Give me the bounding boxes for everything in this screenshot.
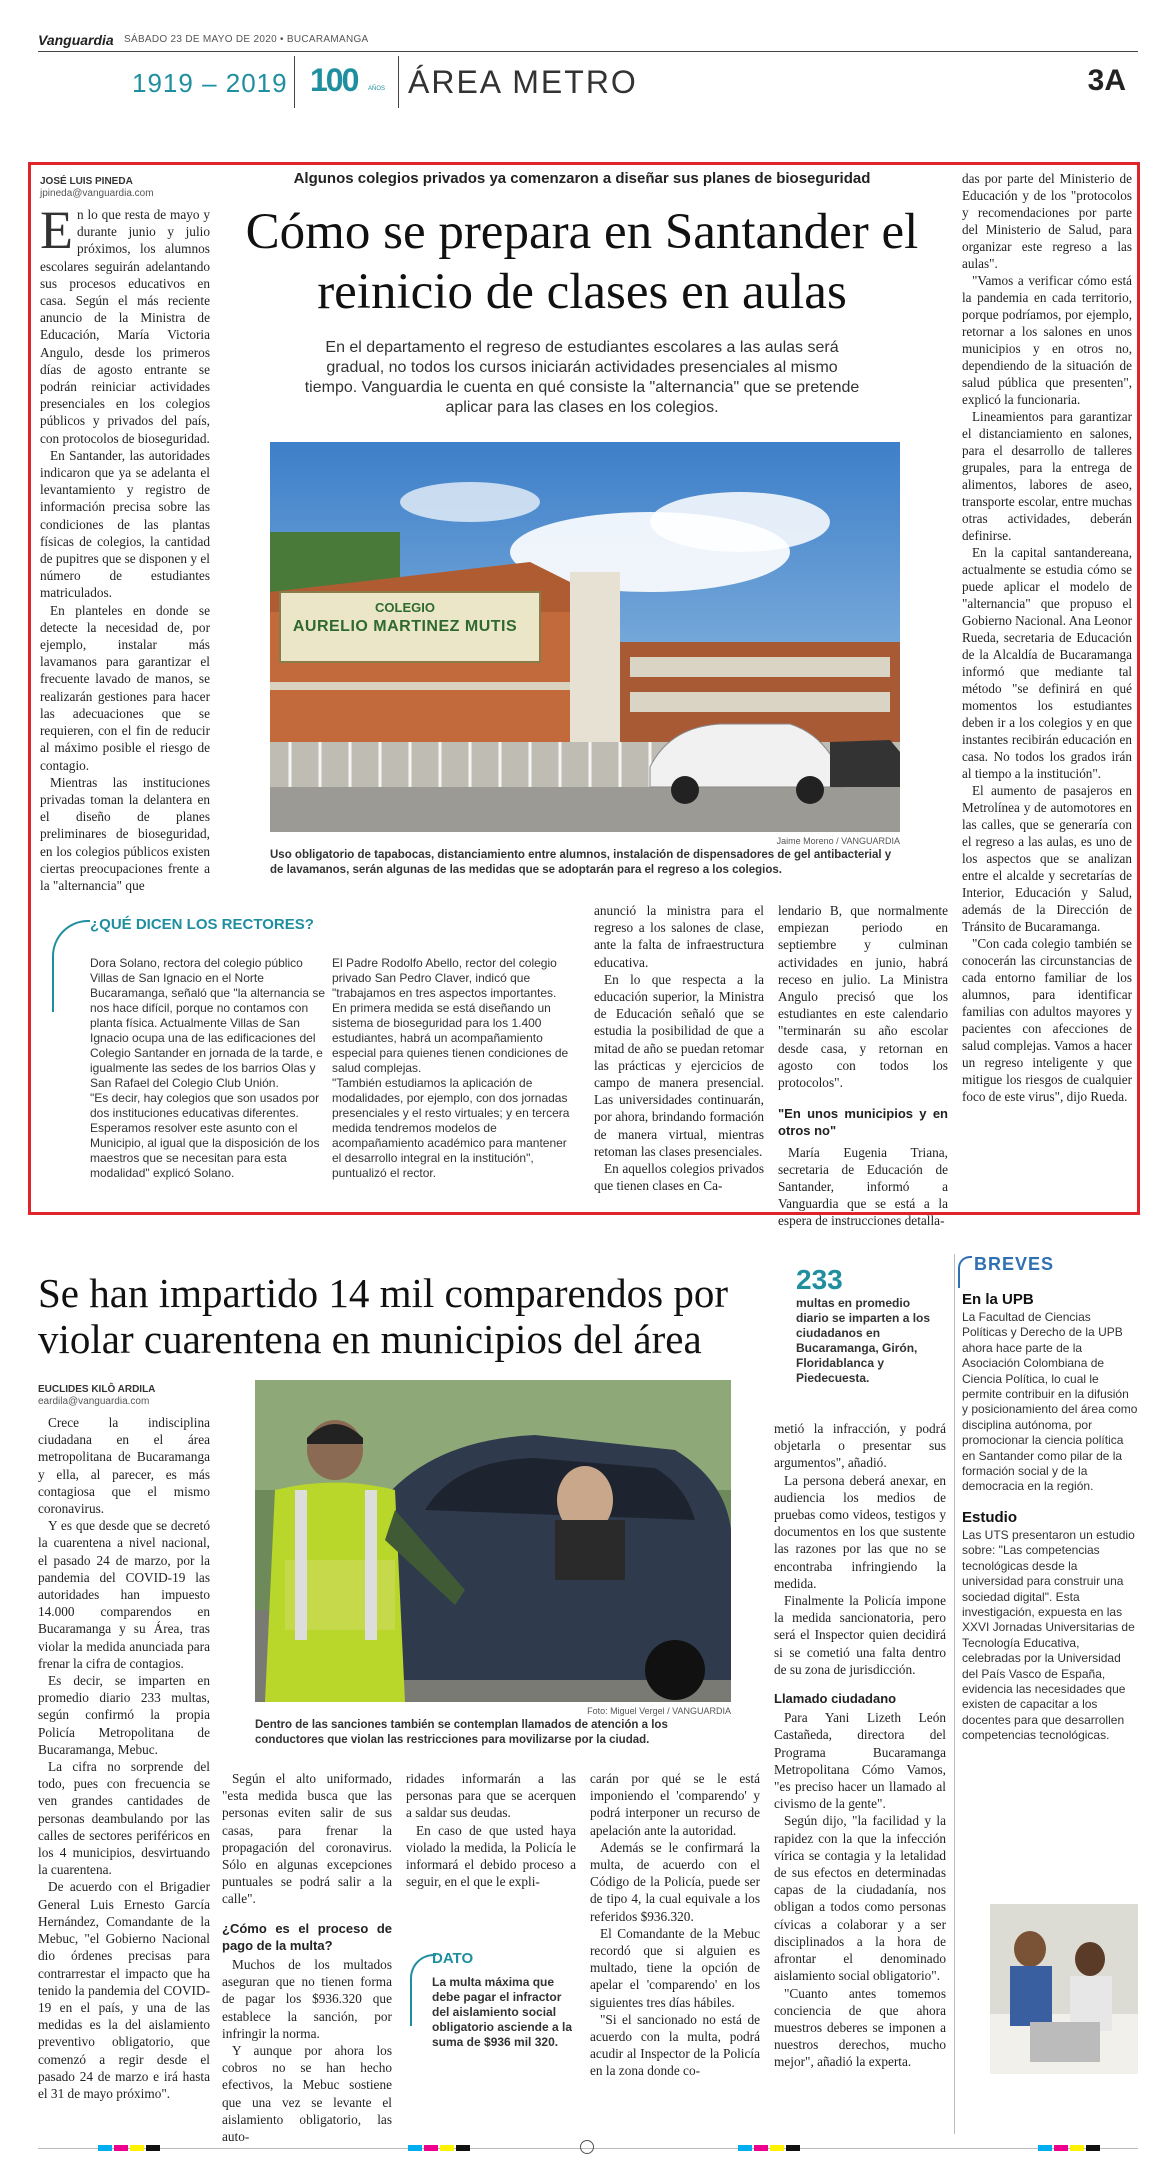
cmyk-mark: [1086, 2145, 1100, 2151]
cmyk-mark: [114, 2145, 128, 2151]
paragraph: De acuerdo con el Brigadier General Luis Ernesto García Hernández, Comandante de la Mebuc, "el Gobierno Nacional dio órdenes precisas para contrarrestar el impacto que ha tenido la pandemia del COVID-19 en el país, y una de las medidas es la del aislamiento preventivo obligatorio, que comenzó a regir desde el pasado 24 de marzo e irá hasta el 31 de mayo próximo".: [38, 1879, 210, 2101]
masthead-rule: [38, 51, 1138, 52]
breves-item-text: Las UTS presentaron un estudio sobre: "Las competencias tecnológicas desde la universidad para construir una sociedad digital". Esta investigación, expuesta en las XXVI Jornadas Universitarias de Tecnología Educativa, celebradas por la Universidad del País Vasco de España, evidencia las necesidades que existen de capacitar a los docentes para que desarrollen competencias tecnológicas.: [962, 1527, 1135, 1743]
police-checkpoint-illustration: [255, 1380, 731, 1702]
cmyk-mark: [1070, 2145, 1084, 2151]
dato-box: [410, 1950, 576, 2050]
breves-item-text: La Facultad de Ciencias Políticas y Derecho de la UPB ahora hace parte de la Asociación Colombiana de Ciencia Política, lo cual le permite contribuir en la difusión y posicionamiento del área como disciplina autónoma, por promocionar la ciencia política en Santander como pilar de la formación social y de la democracia en la región.: [962, 1310, 1138, 1494]
paragraph: Para Yani Lizeth León Castañeda, directora del Programa Bucaramanga Metropolitana Cómo Vamos, "es preciso hacer un llamado al civismo de la gente".: [774, 1710, 946, 1812]
cmyk-mark: [456, 2145, 470, 2151]
column-rule: [954, 1254, 955, 2134]
paragraph: En Santander, las autoridades indicaron que ya se adelanta el levantamiento y registro de información precisa sobre las condiciones de las plantas físicas de colegios, la cantidad de pupitres que se disponen y el número de estudiantes matriculados.: [40, 447, 210, 601]
paragraph: Lineamientos para garantizar el distanciamiento en salones, para el desarrollo de talleres grupales, para la entrega de alimentos, labores de aseo, transporte escolar, entre muchas otras actividades, deberán definirse.: [962, 409, 1132, 543]
story2-author: EUCLIDES KILÔ ARDILA: [38, 1384, 156, 1395]
sidebar-col-a: [90, 956, 330, 1181]
paragraph-text: n lo que resta de mayo y durante junio y julio próximos, los alumnos escolares seguirán adelantando sus procesos educativos en casa. Según el más reciente anuncio de la Ministra de Educación, María Victoria Angulo, desde los primeros días de agosto entrante se podrán reiniciar actividades presenciales en los colegios públicos y privados del país, con protocolos de bioseguridad.: [40, 207, 210, 446]
paragraph: En lo que respecta a la educación superior, la Ministra de Educación señaló que se estudia la posibilidad de que a mitad de año se puedan retomar las prácticas y ejercicios de campo de manera presencial. Las universidades continuarán, por ahora, brindando formación de manera virtual, mientras retoman las clases presenciales.: [594, 971, 764, 1159]
breves-photo: [990, 1904, 1138, 2074]
story1-col1: [40, 200, 210, 894]
rectores-sidebar: [40, 916, 580, 1216]
story2-photo-credit: Foto: Miguel Vergel / VANGUARDIA: [587, 1706, 731, 1716]
paragraph: Y aunque por ahora los cobros no se han hecho efectivos, la Mebuc sostiene que una vez se levante el aislamiento obligatorio, las auto-: [222, 2043, 392, 2145]
breves-label: BREVES: [974, 1254, 1055, 1274]
subhead: "En unos municipios y en otros no": [778, 1106, 948, 1139]
story1-col5: [962, 170, 1132, 1105]
sidebar-col-b: [332, 956, 572, 1181]
paragraph: "Con cada colegio también se conocerán las circunstancias de cada entorno familiar de los alumnos, para identificar familias con adultos mayores y pacientes con afecciones de salud complejas. Vamos a hacer un regreso inteligente y que mitigue los riesgos de cualquier foco de este virus", dijo Rueda.: [962, 936, 1132, 1104]
paragraph: En aquellos colegios privados que tienen clases en Ca-: [594, 1161, 764, 1194]
stat-text: multas en promedio diario se imparten a los ciudadanos en Bucaramanga, Girón, Floridablanca y Piedecuesta.: [796, 1296, 931, 1385]
paragraph: carán por qué se le está imponiendo el 'comparendo' y podrá interponer un recurso de apelación ante la autoridad.: [590, 1771, 760, 1838]
date-line: SÁBADO 23 DE MAYO DE 2020 • BUCARAMANGA: [124, 34, 369, 45]
brand-logo: Vanguardia: [38, 32, 114, 48]
story1-email: jpineda@vanguardia.com: [40, 188, 154, 199]
paragraph: "Es decir, hay colegios que son usados por dos instituciones educativas diferentes. Esperamos resolver este asunto con el Municipio, al igual que la disposición de los maestros que se necesitan para esta modalidad" explicó Solano.: [90, 1091, 320, 1180]
logo-number: 100: [310, 62, 358, 98]
cmyk-mark: [1054, 2145, 1068, 2151]
paragraph: Según dijo, "la facilidad y la rapidez con la que la infección vírica se contagia y la letalidad de sus efectos en determinadas capas de la ciudadanía, nos obligan a todos como personas cívicas a colaborar y a ser disciplinados a la hora de afrontar el denominado aislamiento social obligatorio".: [774, 1813, 946, 1984]
paragraph: das por parte del Ministerio de Educación y de los "protocolos y recomendaciones por parte del Ministerio de Salud, para organizar este regreso a las aulas".: [962, 171, 1132, 271]
story2-caption: Dentro de las sanciones también se contemplan llamados de atención a los conductores que violan las restricciones para movilizarse por la ciudad.: [255, 1719, 668, 1746]
breves-item-title: En la UPB: [962, 1291, 1034, 1308]
story2-col2: [222, 1770, 392, 2145]
paragraph: anunció la ministra para el regreso a los salones de clase, ante la falta de infraestructura educativa.: [594, 903, 764, 970]
paragraph: lendario B, que normalmente empiezan periodo en septiembre y culminan actividades en junio, habrá receso en julio. La Ministra Angulo precisó que los estudiantes en este calendario "terminarán su año escolar desde casa, y retornan en agosto con todos los protocolos".: [778, 903, 948, 1091]
subhead: Llamado ciudadano: [774, 1691, 897, 1707]
stat-box: [796, 1264, 946, 1386]
paragraph: En caso de que usted haya violado la medida, la Policía le informará el debido proceso a seguir, en el que le expli-: [406, 1822, 576, 1890]
page-footer: [38, 2142, 1138, 2154]
story1-photo: [270, 442, 900, 832]
school-sign-line1: COLEGIO: [375, 600, 435, 615]
story2-headline: Se han impartido 14 mil comparendos por violar cuarentena en municipios del área: [38, 1270, 729, 1362]
car-dark-illustration: [830, 740, 900, 787]
sidebar-title: ¿QUÉ DICEN LOS RECTORES?: [90, 916, 314, 933]
paragraph: Y es que desde que se decretó la cuarentena a nivel nacional, el pasado 24 de marzo, por la pandemia del COVID-19 las autoridades han impuesto 14.000 comparendos en Bucaramanga y su Área, tras violar la medida anunciada para frenar la cifra de contagios.: [38, 1518, 210, 1671]
paragraph: La persona deberá anexar, en audiencia los medios de pruebas como videos, testigos y documentos en los que sustente las razones por las que no se encontraba infringiendo la medida.: [774, 1472, 946, 1591]
cmyk-mark: [146, 2145, 160, 2151]
paragraph: El aumento de pasajeros en Metrolínea y de automotores en las calles, que se generaría con el regreso a las aulas, es uno de los aspectos que se analizan entre el alcalde y secretarías de Interior, Educación y Salud, además de la Dirección de Tránsito de Bucaramanga.: [962, 783, 1132, 934]
dato-label: DATO: [432, 1950, 474, 1967]
logo-small-text: AÑOS: [368, 86, 386, 92]
story2-col4: [590, 1770, 760, 2080]
paragraph: Finalmente la Policía impone la medida sancionatoria, pero será el Inspector quien decidirá si se cometió una falta dentro de su zona de jurisdicción.: [774, 1593, 946, 1677]
page-number: 3A: [1087, 64, 1126, 97]
section-title: ÁREA METRO: [408, 64, 638, 100]
story2-email: eardila@vanguardia.com: [38, 1396, 150, 1407]
story2-col1: [38, 1414, 210, 2102]
paragraph: El Comandante de la Mebuc recordó que si alguien es multado, tiene la opción de apelar el 'comparendo' en los siguientes tres días hábiles.: [590, 1925, 760, 2010]
subhead: ¿Cómo es el proceso de pago de la multa?: [222, 1920, 392, 1953]
paragraph: Es decir, se imparten en promedio diario 233 multas, según confirmó la propia Policía Metropolitana de Bucaramanga, Mebuc.: [38, 1673, 210, 1757]
story1-col4: [778, 902, 948, 1230]
cmyk-mark: [440, 2145, 454, 2151]
cmyk-mark: [770, 2145, 784, 2151]
story1-kicker: Algunos colegios privados ya comenzaron a diseñar sus planes de bioseguridad: [293, 170, 871, 187]
paragraph: Muchos de los multados aseguran que no tienen forma de pagar los $936.320 que establece la sanción, por infringir la norma.: [222, 1957, 392, 2041]
sidebar-bracket: [52, 920, 90, 1012]
story2-col5: [774, 1420, 946, 2071]
dato-text: La multa máxima que debe pagar el infractor del aislamiento social obligatorio asciende a la suma de $936 mil 320.: [432, 1975, 573, 2049]
story1-col3: [594, 902, 764, 1194]
drop-cap: E: [40, 200, 73, 260]
cmyk-mark: [424, 2145, 438, 2151]
breves-bracket: [958, 1256, 972, 1288]
cmyk-mark: [786, 2145, 800, 2151]
story1-deck: En el departamento el regreso de estudiantes escolares a las aulas será gradual, no todos los cursos iniciarán actividades presenciales al mismo tiempo. Vanguardia le cuenta en qué consiste la "alternancia" que se pretende aplicar para las clases en los colegios.: [304, 339, 860, 416]
paragraph: Mientras las instituciones privadas toman la delantera en el diseño de planes preliminares de bioseguridad, en los colegios públicos existen ciertas preocupaciones frente a la "alternancia" que: [40, 774, 210, 893]
cmyk-mark: [408, 2145, 422, 2151]
cmyk-mark: [738, 2145, 752, 2151]
paragraph: El Padre Rodolfo Abello, rector del colegio privado San Pedro Claver, indicó que "trabajamos en tres aspectos importantes. En primera medida se está diseñando un sistema de bioseguridad para los 1.400 estudiantes, habrá un acompañamiento especial para quienes tienen condiciones de salud complejas.: [332, 956, 569, 1075]
school-building-illustration: [270, 442, 900, 832]
paragraph: "También estudiamos la aplicación de modalidades, por ejemplo, con dos jornadas presenciales y el resto virtuales; y en tercera medida tendremos modelos de acompañamiento académico para mantener el desarrollo integral en la institución", puntualizó el rector.: [332, 1076, 570, 1180]
paragraph: ridades informarán a las personas para que se acerquen a saldar sus deudas.: [406, 1771, 576, 1821]
paragraph: Dora Solano, rectora del colegio público Villas de San Ignacio en el Norte Bucaramanga, señaló que "la alternancia se nos hace difícil, porque no contamos con planta física. Actualmente Villas de San Ignacio ocupa una de las edificaciones del Colegio Santander en jornada de la tarde, e igualmente las sedes de los barrios Olas y San Rafael del Colegio Club Unión.: [90, 956, 326, 1090]
paragraph: En planteles en donde se detecte la necesidad de, por ejemplo, instalar más lavamanos para garantizar el frecuente lavado de manos, se realizarán gestiones para hacer las adecuaciones que se requieren, con el fin de reducir al máximo posible el riesgo de contagio.: [40, 602, 210, 773]
breves-item-title: Estudio: [962, 1508, 1017, 1526]
story2-col3: [406, 1770, 576, 1890]
stat-number: 233: [796, 1264, 843, 1295]
paragraph: En la capital santandereana, actualmente se estudia cómo se puede aplicar el modelo de "alternancia" que propuso el Gobierno Nacional. Ana Leonor Rueda, secretaria de Educación de la Alcaldía de Bucaramanga informó que mediante tal método "se definirá en qué momentos los estudiantes deben ir a los colegios y en que instantes recibirán educación en casa. No todos los grados irán al tiempo a la institución".: [962, 545, 1132, 781]
anniversary-years: 1919 – 2019: [132, 68, 288, 98]
story1-photo-credit: Jaime Moreno / VANGUARDIA: [776, 836, 900, 846]
cmyk-mark: [754, 2145, 768, 2151]
breves-column: [962, 1254, 1138, 1744]
paragraph: "Si el sancionado no está de acuerdo con la multa, podrá acudir al Inspector de la Policía en la zona donde co-: [590, 2011, 760, 2079]
students-laptop-illustration: [990, 1904, 1138, 2074]
dato-bracket: [410, 1954, 436, 2026]
story1-author: JOSÉ LUIS PINEDA: [40, 176, 133, 187]
story2-photo: [255, 1380, 731, 1702]
paragraph: metió la infracción, y podrá objetarla o presentar sus argumentos", añadió.: [774, 1421, 946, 1471]
anniversary-logo: [310, 62, 400, 102]
paragraph: "Cuanto antes tomemos conciencia de que ahora muestros deberes se imponen a nuestros derechos, mucho mejor", añadió la experta.: [774, 1985, 946, 2070]
paragraph: Además se le confirmará la multa, de acuerdo con el Código de la Policía, puede ser de tipo 4, la cual equivale a los referidos $936.320.: [590, 1839, 760, 1924]
paragraph: [40, 200, 210, 447]
paragraph: Según el alto uniformado, "esta medida busca que las personas eviten salir de sus casas, para frenar la propagación del coronavirus. Sólo en algunas excepciones puntuales se podrá salir a la calle".: [222, 1771, 392, 1907]
cmyk-mark: [1038, 2145, 1052, 2151]
registration-mark-icon: [580, 2140, 594, 2154]
masthead-divider-2: [398, 56, 399, 108]
school-sign-line2: AURELIO MARTINEZ MUTIS: [292, 618, 518, 635]
paragraph: "Vamos a verificar cómo está la pandemia en cada territorio, porque podríamos, por ejemplo, retornar a los salones en unos municipios y en otros no, dependiendo de la situación de salud pública que presenten", explicó la funcionaria.: [962, 273, 1132, 407]
story1-headline: Cómo se prepara en Santander el reinicio de clases en aulas: [245, 204, 919, 320]
paragraph: Crece la indisciplina ciudadana en el área metropolitana de Bucaramanga y ella, al parecer, es más contagiosa que el mismo coronavirus.: [38, 1415, 210, 1517]
story1-caption: Uso obligatorio de tapabocas, distanciamiento entre alumnos, instalación de dispensadores de gel antibacterial y de lavamanos, serán algunas de las medidas que se adoptarán para el regreso a los colegios.: [270, 849, 892, 876]
masthead: [38, 32, 1138, 112]
masthead-divider: [294, 56, 295, 108]
cmyk-mark: [130, 2145, 144, 2151]
cmyk-mark: [98, 2145, 112, 2151]
paragraph: María Eugenia Triana, secretaria de Educación de Santander, informó a Vanguardia que se está a la espera de instrucciones detalla-: [778, 1144, 948, 1229]
paragraph: La cifra no sorprende del todo, pues con frecuencia se ven grandes cantidades de personas deambulando por las calles de sectores periféricos en los 4 municipios, desvirtuando la cuarentena.: [38, 1759, 210, 1878]
